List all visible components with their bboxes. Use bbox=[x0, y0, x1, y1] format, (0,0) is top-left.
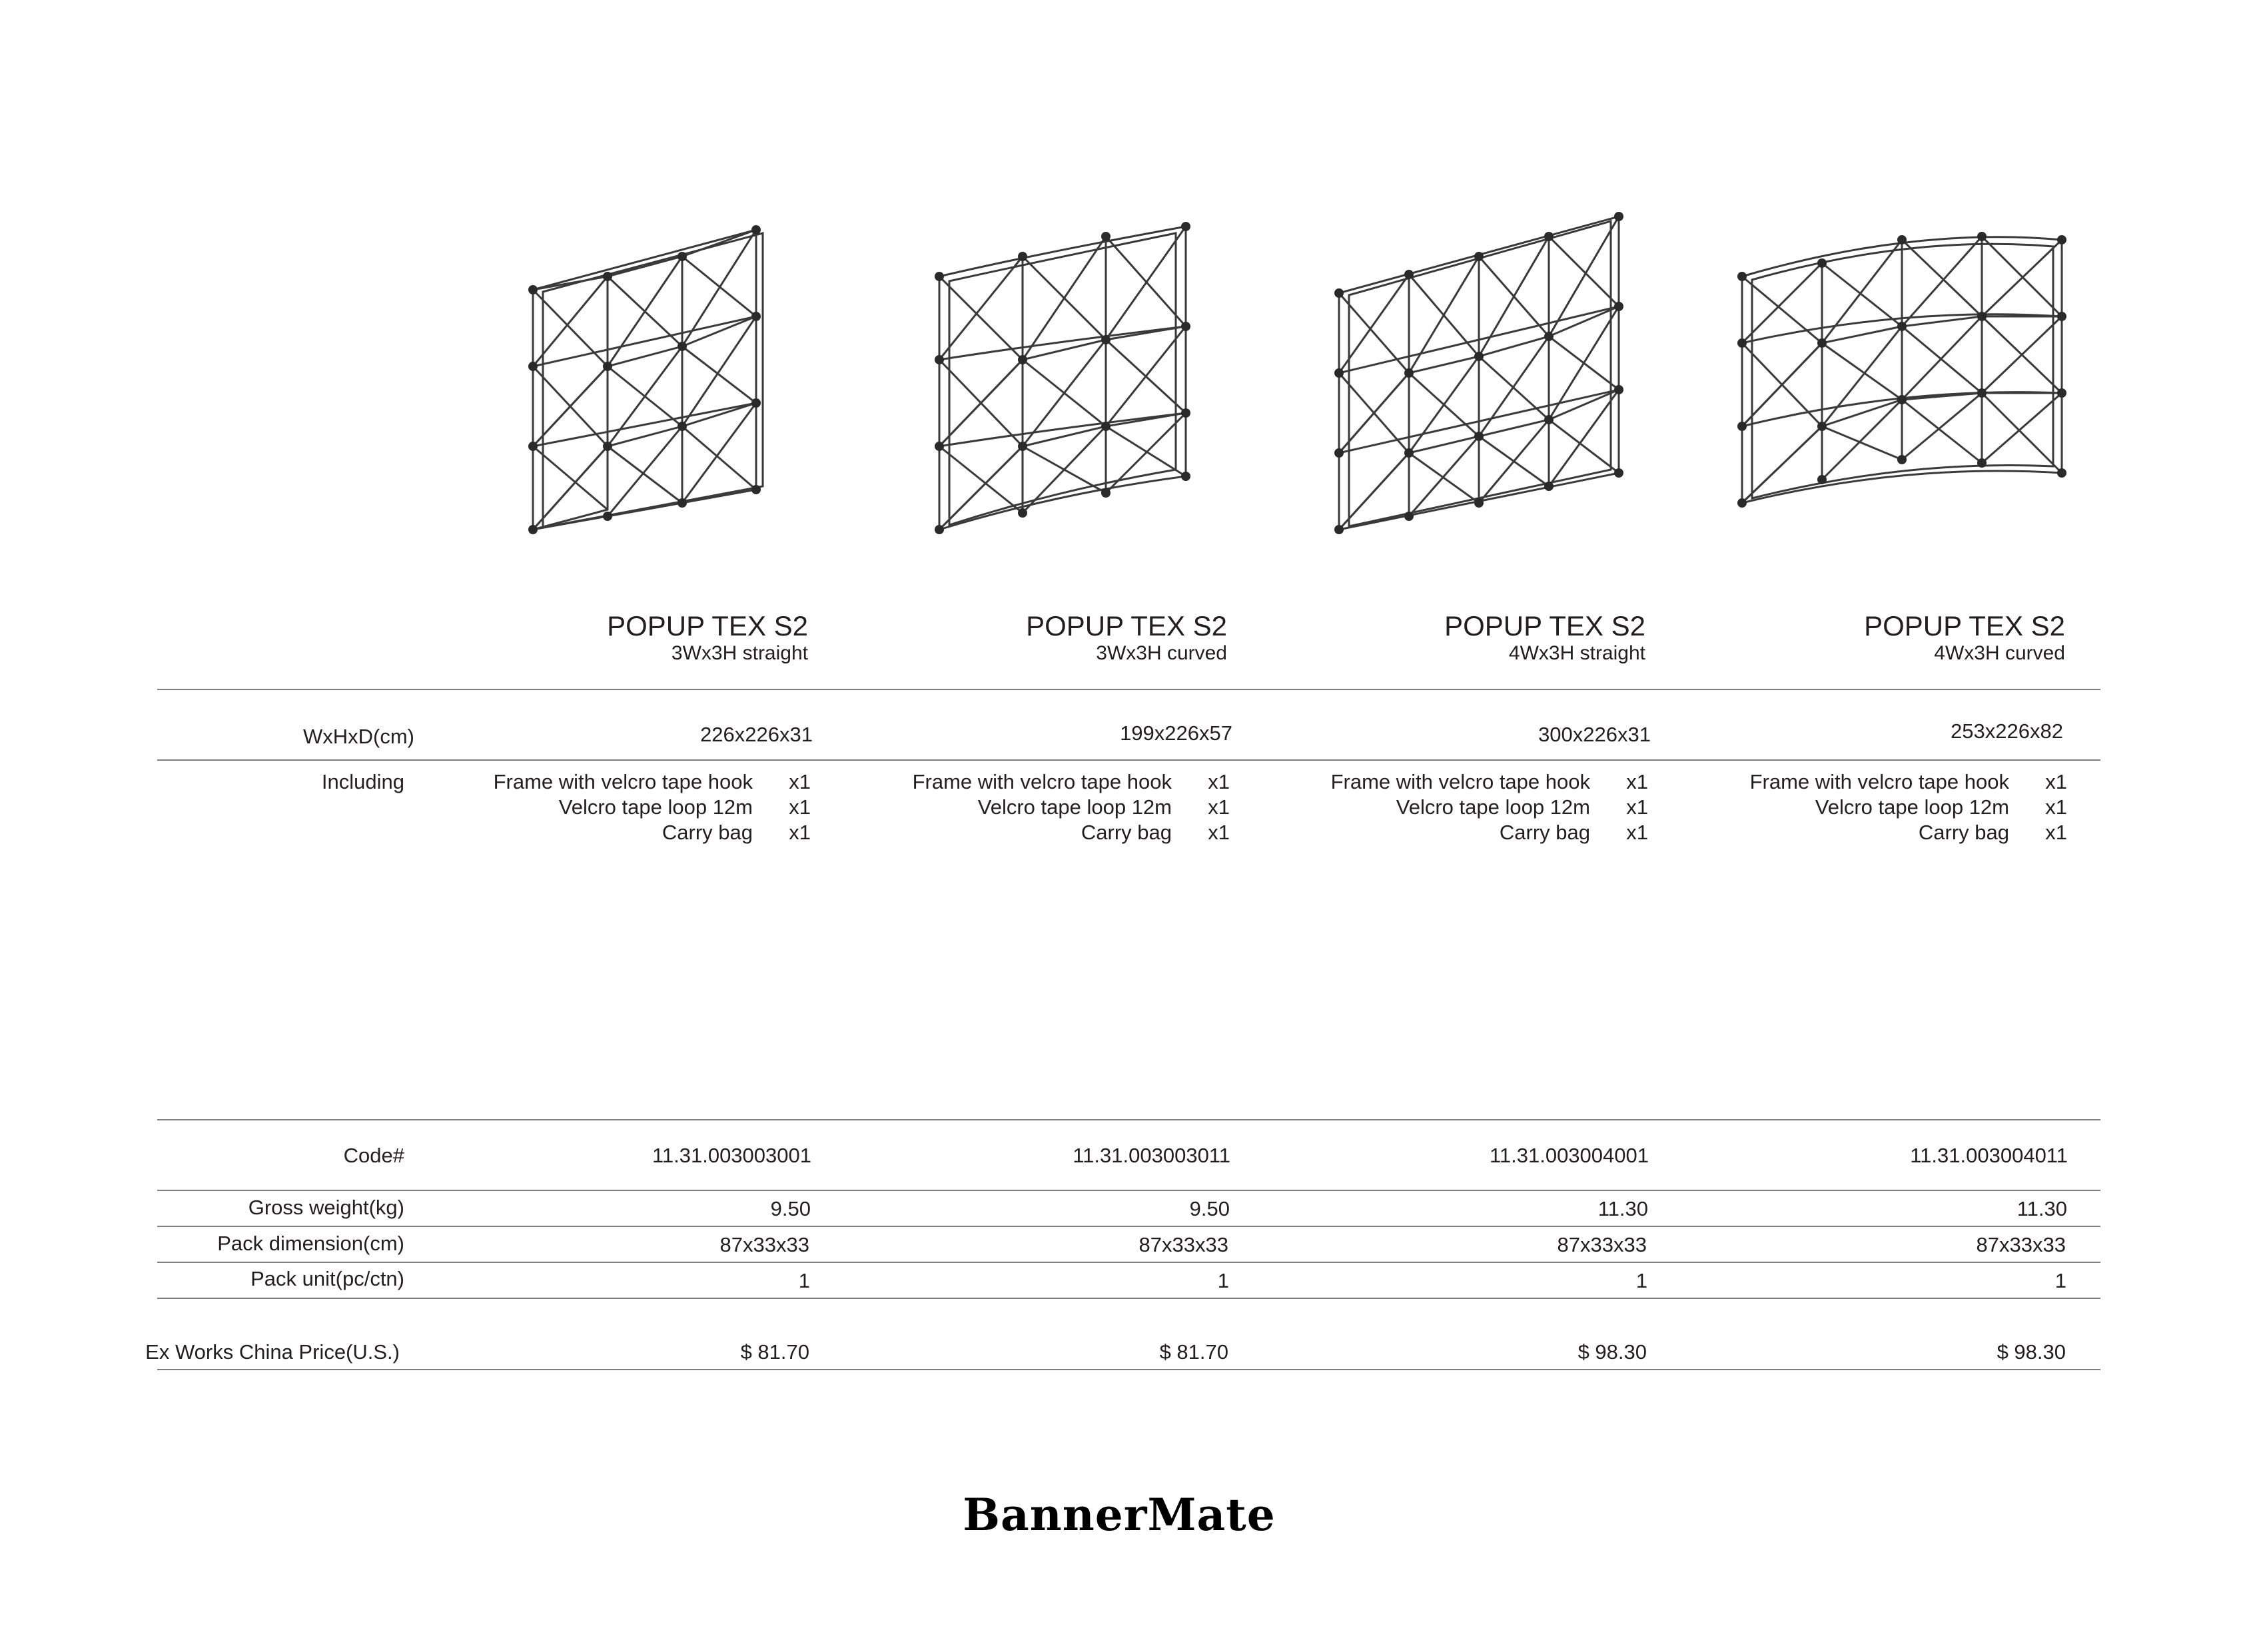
including-item: Carry bag bbox=[1918, 821, 2009, 844]
dimensions-value: 253x226x82 bbox=[1951, 719, 2063, 743]
code-value: 11.31.003003001 bbox=[652, 1144, 811, 1167]
pack-dimension-value: 87x33x33 bbox=[1557, 1233, 1647, 1256]
including-qty: x1 bbox=[2045, 795, 2067, 819]
divider bbox=[157, 1226, 2100, 1227]
dimensions-value: 199x226x57 bbox=[1120, 721, 1232, 745]
pack-dimension-value: 87x33x33 bbox=[719, 1233, 809, 1256]
including-qty: x1 bbox=[1208, 770, 1230, 793]
gross-weight-value: 11.30 bbox=[2017, 1197, 2067, 1220]
gross-weight-label: Gross weight(kg) bbox=[248, 1196, 404, 1219]
frame-illustration-3 bbox=[1326, 200, 1639, 546]
including-qty: x1 bbox=[1208, 821, 1230, 844]
dimensions-value: 226x226x31 bbox=[700, 723, 813, 746]
code-label: Code# bbox=[343, 1144, 404, 1167]
product-subtitle: 4Wx3H curved bbox=[1934, 642, 2065, 664]
frame-illustration-2 bbox=[913, 200, 1219, 546]
including-item: Carry bag bbox=[1081, 821, 1172, 844]
including-item: Carry bag bbox=[662, 821, 753, 844]
product-subtitle: 3Wx3H curved bbox=[1096, 642, 1227, 664]
including-item: Velcro tape loop 12m bbox=[1396, 795, 1590, 819]
gross-weight-value: 9.50 bbox=[770, 1197, 811, 1220]
product-title: POPUP TEX S2 bbox=[607, 610, 808, 641]
price-value: $ 98.30 bbox=[1577, 1340, 1647, 1364]
including-qty: x1 bbox=[789, 770, 811, 793]
including-item: Frame with velcro tape hook bbox=[1330, 770, 1590, 793]
frame-illustration-1 bbox=[506, 200, 813, 546]
pack-dimension-value: 87x33x33 bbox=[1976, 1233, 2066, 1256]
dimensions-label: WxHxD(cm) bbox=[302, 725, 414, 748]
including-item: Velcro tape loop 12m bbox=[558, 795, 753, 819]
including-qty: x1 bbox=[2045, 821, 2067, 844]
including-qty: x1 bbox=[789, 795, 811, 819]
including-qty: x1 bbox=[2045, 770, 2067, 793]
code-value: 11.31.003004001 bbox=[1489, 1144, 1649, 1167]
product-title: POPUP TEX S2 bbox=[1444, 610, 1645, 641]
product-title: POPUP TEX S2 bbox=[1026, 610, 1227, 641]
price-value: $ 81.70 bbox=[1159, 1340, 1228, 1364]
divider bbox=[157, 1369, 2100, 1370]
gross-weight-value: 11.30 bbox=[1597, 1197, 1648, 1220]
gross-weight-value: 9.50 bbox=[1189, 1197, 1230, 1220]
product-subtitle: 3Wx3H straight bbox=[671, 642, 808, 664]
pack-unit-value: 1 bbox=[798, 1269, 810, 1292]
brand-logo: BannerMate bbox=[963, 1489, 1276, 1541]
divider bbox=[157, 689, 2100, 690]
including-qty: x1 bbox=[1208, 795, 1230, 819]
price-label: Ex Works China Price(U.S.) bbox=[145, 1340, 400, 1364]
dimensions-value: 300x226x31 bbox=[1538, 723, 1651, 746]
pack-unit-value: 1 bbox=[2054, 1269, 2066, 1292]
product-subtitle: 4Wx3H straight bbox=[1508, 642, 1645, 664]
pack-dimension-label: Pack dimension(cm) bbox=[217, 1232, 404, 1255]
pack-unit-value: 1 bbox=[1635, 1269, 1647, 1292]
including-item: Frame with velcro tape hook bbox=[1749, 770, 2009, 793]
pack-unit-value: 1 bbox=[1217, 1269, 1229, 1292]
including-item: Velcro tape loop 12m bbox=[1815, 795, 2009, 819]
product-title: POPUP TEX S2 bbox=[1864, 610, 2065, 641]
pack-unit-label: Pack unit(pc/ctn) bbox=[250, 1267, 404, 1290]
including-qty: x1 bbox=[789, 821, 811, 844]
price-value: $ 98.30 bbox=[1997, 1340, 2066, 1364]
divider bbox=[157, 1190, 2100, 1191]
pack-dimension-value: 87x33x33 bbox=[1138, 1233, 1228, 1256]
divider bbox=[157, 1262, 2100, 1263]
code-value: 11.31.003003011 bbox=[1073, 1144, 1230, 1167]
including-qty: x1 bbox=[1626, 770, 1648, 793]
including-item: Carry bag bbox=[1499, 821, 1590, 844]
including-qty: x1 bbox=[1626, 795, 1648, 819]
frame-illustration-4 bbox=[1725, 200, 2078, 546]
divider bbox=[157, 1298, 2100, 1299]
divider bbox=[157, 759, 2100, 761]
code-value: 11.31.003004011 bbox=[1910, 1144, 2068, 1167]
including-item: Frame with velcro tape hook bbox=[493, 770, 753, 793]
including-item: Frame with velcro tape hook bbox=[912, 770, 1172, 793]
including-item: Velcro tape loop 12m bbox=[977, 795, 1172, 819]
price-value: $ 81.70 bbox=[740, 1340, 809, 1364]
including-qty: x1 bbox=[1626, 821, 1648, 844]
including-label: Including bbox=[321, 770, 404, 793]
divider bbox=[157, 1119, 2100, 1120]
